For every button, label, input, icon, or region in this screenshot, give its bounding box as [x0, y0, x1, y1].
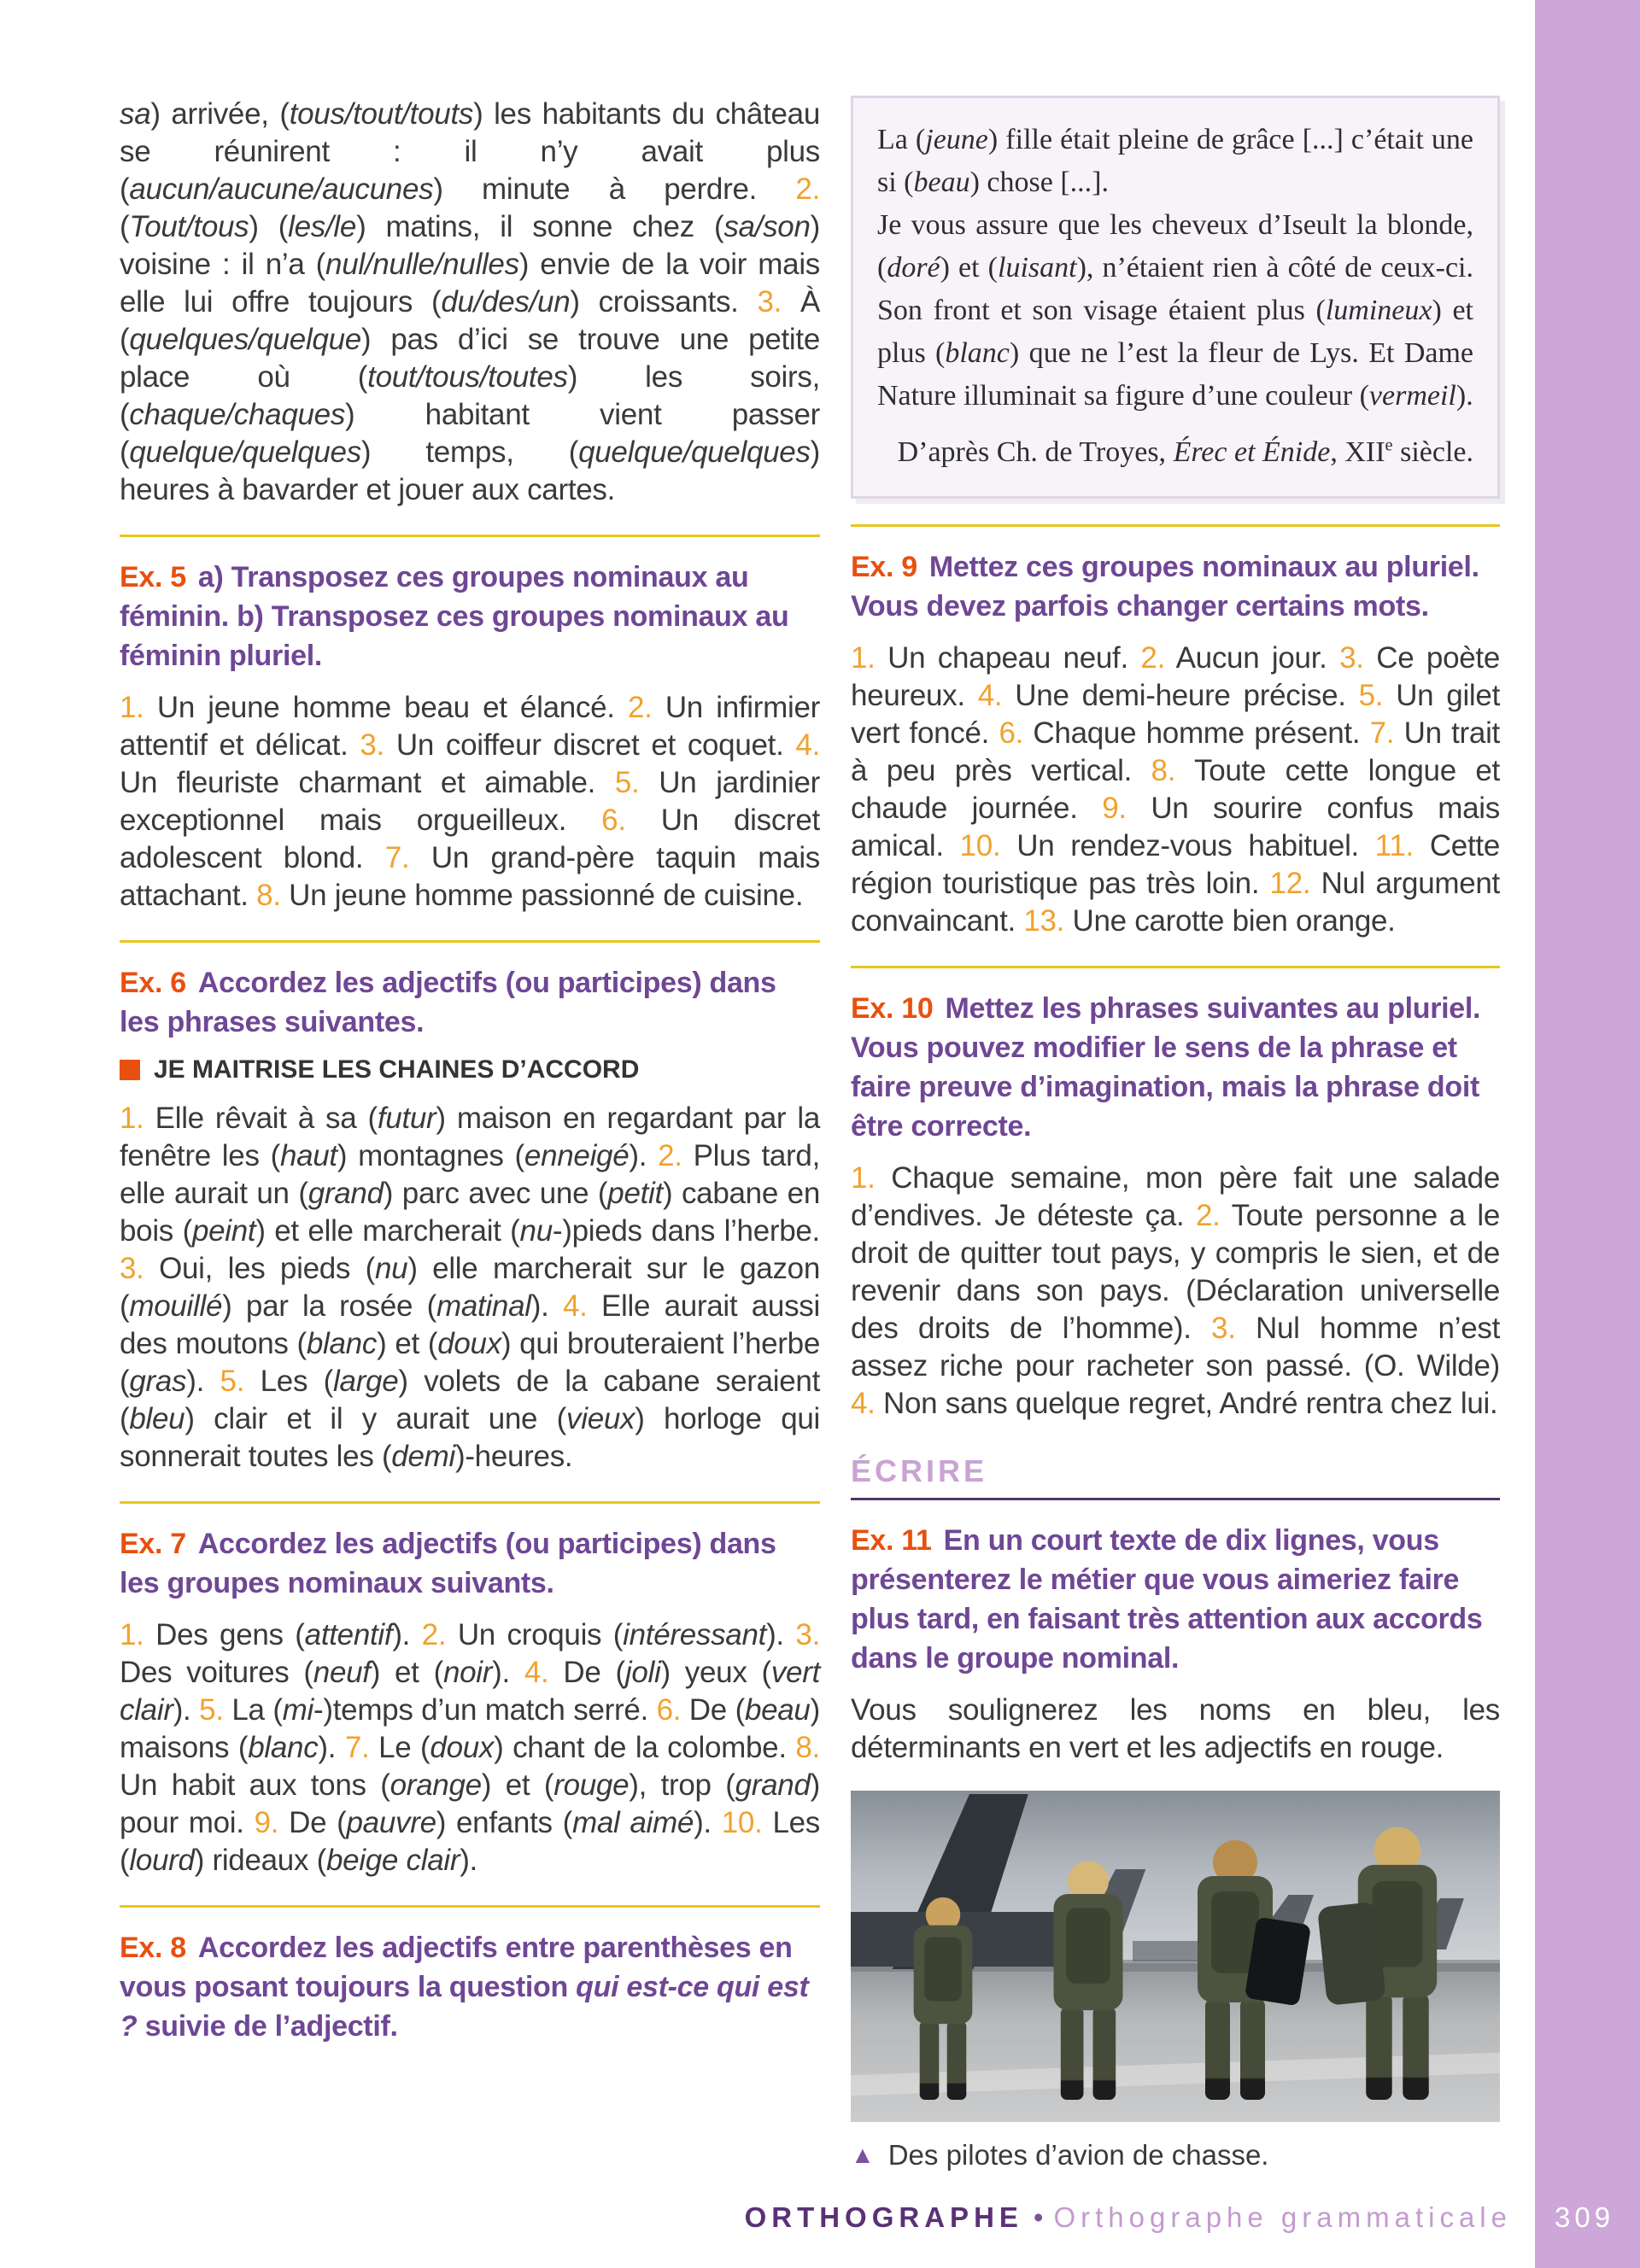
exercise-10-header [851, 989, 1500, 1146]
triangle-icon: ▲ [851, 2142, 875, 2168]
exercise-5-header [120, 558, 820, 675]
pilot-legs [1041, 2007, 1135, 2100]
exercise-6-title: Accordez les adjectifs (ou participes) dans les phrases suivantes. [120, 967, 776, 1038]
quote-paragraph: Je vous assure que les cheveux d’Iseult la blonde, (doré) et (luisant), n’étaient rien à côté de ceux-ci. Son front et son visage étaient plus (lumineux) et plus (blanc) que ne l’est la fleur de Lys. Et Dame Nature illuminait sa figure d’une couleur (vermeil). [877, 209, 1474, 412]
exercise-11-title: En un court texte de dix lignes, vous présenterez le métier que vous aimeriez faire plus tard, en faisant très attention aux accords dans le groupe nominal. [851, 1524, 1483, 1675]
exercise-5-label: Ex. 5 [120, 561, 186, 593]
exercise-8-header [120, 1928, 820, 2046]
exercise-10-body: 1. Chaque semaine, mon père fait une salade d’endives. Je déteste ça. 2. Toute personne a le droit de quitter tout pays, y compris le sien, et de revenir dans son pays. (Déclaration universelle des droits de l’homme). 3. Nul homme n’est assez riche pour racheter son passé. (O. Wilde) 4. Non sans quelque regret, André rentra chez lui. [851, 1161, 1500, 1420]
photo-fighter-pilots [851, 1791, 1500, 2122]
footer-section-label: ORTHOGRAPHE [744, 2201, 1023, 2233]
exercise-11-body: Vous soulignerez les noms en bleu, les déterminants en vert et les adjectifs en rouge. [851, 1693, 1500, 1764]
left-column [120, 96, 820, 2172]
footer-bullet-icon: • [1033, 2201, 1044, 2233]
exercise-10-title: Mettez les phrases suivantes au pluriel. Vous pouvez modifier le sens de la phrase et faire preuve d’imagination, mais la phrase doit être correcte. [851, 992, 1481, 1143]
pilot-legs [1184, 1999, 1286, 2100]
exercise-11-label: Ex. 11 [851, 1524, 932, 1557]
objective-subhead [120, 1055, 820, 1084]
exercise-6 [120, 940, 820, 1476]
pilot-torso [1054, 1894, 1123, 2010]
section-divider [851, 966, 1500, 968]
pilot-backpack [1317, 1902, 1386, 2006]
intro-exercise-continuation: sa) arrivée, (tous/tout/touts) les habitants du château se réunirent : il n’y avait plus (aucun/aucune/aucunes) minute à perdre. 2. (Tout/tous) (les/le) matins, il sonne chez (sa/son) voisine : il n’a (nul/nulle/nulles) envie de la voir mais elle lui offre toujours (du/des/un) croissants. 3. À (quelques/quelque) pas d’ici se trouve une petite place où (tout/tous/toutes) les soirs, (chaque/chaques) habitant vient passer (quelque/quelques) temps, (quelque/quelques) heures à bavarder et jouer aux cartes. [120, 97, 820, 506]
pilot-figure [1344, 1827, 1451, 2100]
exercise-5-body: 1. Un jeune homme beau et élancé. 2. Un infirmier attentif et délicat. 3. Un coiffeur discret et coquet. 4. Un fleuriste charmant et aimable. 5. Un jardinier exceptionnel mais orgueilleux. 6. Un discret adolescent blond. 7. Un grand-père taquin mais attachant. 8. Un jeune homme passionné de cuisine. [120, 691, 821, 912]
exercise-7-body: 1. Des gens (attentif). 2. Un croquis (intéressant). 3. Des voitures (neuf) et (noir). 4. De (joli) yeux (vert clair). 5. La (mi-)temps d’un match serré. 6. De (beau) maisons (blanc). 7. Le (doux) chant de la colombe. 8. Un habit aux tons (orange) et (rouge), trop (grand) pour moi. 9. De (pauvre) enfants (mal aimé). 10. Les (lourd) rideaux (beige clair). [120, 1618, 820, 1877]
page-columns [120, 96, 1500, 2172]
exercise-8-title: Accordez les adjectifs entre parenthèses en vous posant toujours la question qui est-ce qui est ? suivie de l’adjectif. [120, 1932, 809, 2043]
exercise-11-header [851, 1521, 1500, 1678]
exercise-8 [120, 1905, 820, 2046]
section-divider [120, 535, 820, 537]
exercise-6-header [120, 963, 820, 1042]
exercise-9-body: 1. Un chapeau neuf. 2. Aucun jour. 3. Ce poète heureux. 4. Une demi-heure précise. 5. Un gilet vert foncé. 6. Chaque homme présent. 7. Un trait à peu près vertical. 8. Toute cette longue et chaude journée. 9. Un sourire confus mais amical. 10. Un rendez-vous habituel. 11. Cette région touristique pas très loin. 12. Nul argument convaincant. 13. Une carotte bien orange. [851, 641, 1500, 938]
pilot-torso [914, 1926, 973, 2024]
pilot-torso [1358, 1865, 1437, 1997]
exercise-10 [851, 966, 1500, 1423]
exercise-5-title: a) Transposez ces groupes nominaux au féminin. b) Transposez ces groupes nominaux au féminin pluriel. [120, 561, 789, 672]
pilot-figure [903, 1897, 983, 2100]
exercise-6-label: Ex. 6 [120, 967, 186, 999]
square-bullet-icon [120, 1060, 140, 1080]
exercise-8-label: Ex. 8 [120, 1932, 186, 1964]
section-divider [120, 1905, 820, 1908]
exercise-9-header [851, 547, 1500, 626]
ecrire-section-heading [851, 1453, 1500, 1500]
section-divider [851, 524, 1500, 527]
pilot-figure [1184, 1840, 1286, 2100]
quote-attribution: D’après Ch. de Troyes, Érec et Énide, XIIe siècle. [897, 435, 1473, 468]
exercise-10-label: Ex. 10 [851, 992, 934, 1025]
right-column [851, 96, 1500, 2172]
pilot-figure [1041, 1861, 1135, 2100]
section-divider [120, 1501, 820, 1504]
exercise-7-header [120, 1524, 820, 1603]
exercise-9-label: Ex. 9 [851, 551, 917, 583]
photo-caption [851, 2139, 1500, 2172]
exercise-5 [120, 535, 820, 915]
section-divider [120, 940, 820, 943]
exercise-11 [851, 1521, 1500, 1767]
page-footer [745, 2201, 1512, 2234]
exercise-9-title: Mettez ces groupes nominaux au pluriel. Vous devez parfois changer certains mots. [851, 551, 1479, 623]
footer-subsection-label: Orthographe grammaticale [1053, 2201, 1512, 2233]
pilot-legs [903, 2021, 983, 2100]
exercise-7-label: Ex. 7 [120, 1528, 186, 1560]
exercise-7-title: Accordez les adjectifs (ou participes) dans les groupes nominaux suivants. [120, 1528, 776, 1599]
pilot-vest [1066, 1909, 1110, 1984]
photo-caption-text: Des pilotes d’avion de chasse. [887, 2139, 1269, 2171]
exercise-6-body: 1. Elle rêvait à sa (futur) maison en regardant par la fenêtre les (haut) montagnes (enneigé). 2. Plus tard, elle aurait un (grand) parc avec une (petit) cabane en bois (peint) et elle marcherait (nu-)pieds dans l’herbe. 3. Oui, les pieds (nu) elle marcherait sur le gazon (mouillé) par la rosée (matinal). 4. Elle aurait aussi des moutons (blanc) et (doux) qui brouteraient l’herbe (gras). 5. Les (large) volets de la cabane seraient (bleu) clair et il y aurait une (vieux) horloge qui sonnerait toutes les (demi)-heures. [120, 1102, 821, 1473]
objective-subhead-label: JE MAITRISE LES CHAINES D’ACCORD [154, 1055, 640, 1084]
literary-quote-box [851, 96, 1500, 499]
sidebar-accent-bar [1535, 0, 1640, 2268]
exercise-7 [120, 1501, 820, 1879]
ecrire-label: ÉCRIRE [851, 1453, 988, 1488]
pilot-legs [1344, 1994, 1451, 2100]
quote-paragraph: La (jeune) fille était pleine de grâce [...] c’était une si (beau) chose [...]. [877, 124, 1473, 198]
pilot-vest [924, 1938, 962, 2002]
exercise-9 [851, 524, 1500, 940]
page-number: 309 [1555, 2201, 1615, 2233]
pilot-torso [1198, 1876, 1273, 2002]
